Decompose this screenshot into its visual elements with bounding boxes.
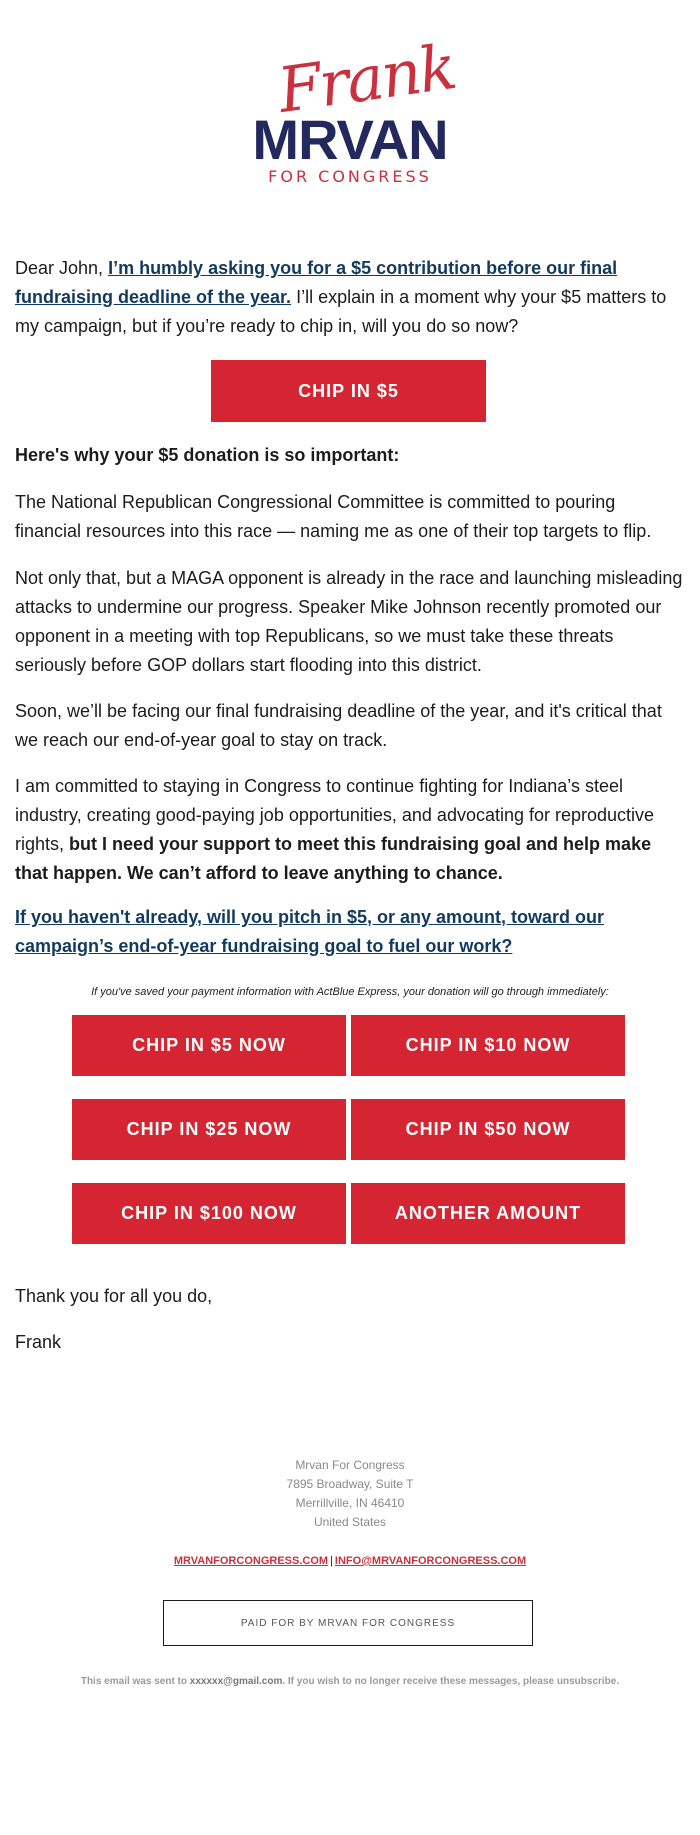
paragraph-1: The National Republican Congressional Committee is committed to pouring financial resources into this race — naming me as one of their top targets to flip.: [15, 492, 652, 541]
cta-pitch-in-link[interactable]: If you haven't already, will you pitch in $5, or any amount, toward our campaign’s end-of-year fundraising goal to fuel our work?: [15, 907, 605, 956]
unsub-prefix: This email was sent to: [80, 1676, 190, 1687]
recipient-email: xxxxxx@gmail.com: [189, 1676, 283, 1687]
paragraph-3-wrap: [15, 697, 685, 755]
signature: Frank: [15, 1332, 62, 1352]
signature-wrap: [15, 1328, 685, 1357]
chip-in-25-now-button[interactable]: CHIP IN $25 NOW: [72, 1099, 346, 1160]
intro-paragraph: [15, 254, 685, 341]
chip-in-10-now-button[interactable]: CHIP IN $10 NOW: [351, 1015, 625, 1076]
paragraph-1-wrap: [15, 488, 685, 546]
unsub-suffix[interactable]: . If you wish to no longer receive these messages, please unsubscribe.: [282, 1676, 620, 1687]
paragraph-4-bold: but I need your support to meet this fundraising goal and help make that happen. We can’t afford to leave anything to chance.: [15, 834, 652, 883]
greeting: Dear John,: [15, 258, 109, 278]
email-link[interactable]: INFO@MRVANFORCONGRESS.COM: [334, 1555, 527, 1567]
paid-for-disclaimer: PAID FOR BY MRVAN FOR CONGRESS: [163, 1600, 533, 1646]
why-heading: Here's why your $5 donation is so important:: [15, 445, 400, 465]
paragraph-4-wrap: [15, 772, 685, 888]
footer-city: Merrillville, IN 46410: [295, 1496, 405, 1510]
campaign-logo: [248, 30, 460, 198]
footer-street: 7895 Broadway, Suite T: [286, 1477, 414, 1491]
closing-line: Thank you for all you do,: [15, 1286, 213, 1306]
chip-in-50-now-button[interactable]: CHIP IN $50 NOW: [351, 1099, 625, 1160]
another-amount-button[interactable]: ANOTHER AMOUNT: [351, 1183, 625, 1244]
logo-subtitle: FOR CONGRESS: [268, 167, 432, 186]
logo-surname: MRVAN: [252, 108, 448, 171]
cta-wrap: [15, 903, 685, 961]
chip-in-100-now-button[interactable]: CHIP IN $100 NOW: [72, 1183, 346, 1244]
paragraph-3: Soon, we’ll be facing our final fundraising deadline of the year, and it's critical that we reach our end-of-year goal to stay on track.: [15, 701, 662, 750]
footer-country: United States: [313, 1515, 387, 1529]
chip-in-5-now-button[interactable]: CHIP IN $5 NOW: [72, 1015, 346, 1076]
paragraph-2: Not only that, but a MAGA opponent is already in the race and launching misleading attacks to undermine our progress. Speaker Mike Johnson recently promoted our opponent in a meeting with top Republicans, so we must take these threats seriously before GOP dollars start flooding into this district.: [15, 568, 683, 675]
website-link[interactable]: MRVANFORCONGRESS.COM: [173, 1555, 329, 1567]
paragraph-4-text: I am committed to staying in Congress to continue fighting for Indiana’s steel industry, creating good-paying job opportunities, and advocating for reproductive rights,: [15, 776, 655, 854]
unsubscribe-notice: [0, 1676, 700, 1687]
footer-separator: |: [330, 1555, 333, 1567]
closing-wrap: [15, 1282, 685, 1311]
paragraph-2-wrap: [15, 564, 685, 680]
intro-ask-link[interactable]: I’m humbly asking you for a $5 contribution before our final fundraising deadline of the year.: [15, 258, 618, 307]
footer-links: [0, 1555, 700, 1567]
section-heading: [15, 441, 685, 470]
intro-rest: I’ll explain in a moment why your $5 matters to my campaign, but if you’re ready to chip in, will you do so now?: [15, 287, 667, 336]
footer-address: [0, 1456, 700, 1532]
logo-script-name: Frank: [273, 30, 460, 127]
chip-in-5-button[interactable]: CHIP IN $5: [211, 360, 486, 422]
footer-org: Mrvan For Congress: [295, 1458, 405, 1472]
actblue-express-note: If you've saved your payment information with ActBlue Express, your donation will go through immediately:: [91, 986, 609, 998]
